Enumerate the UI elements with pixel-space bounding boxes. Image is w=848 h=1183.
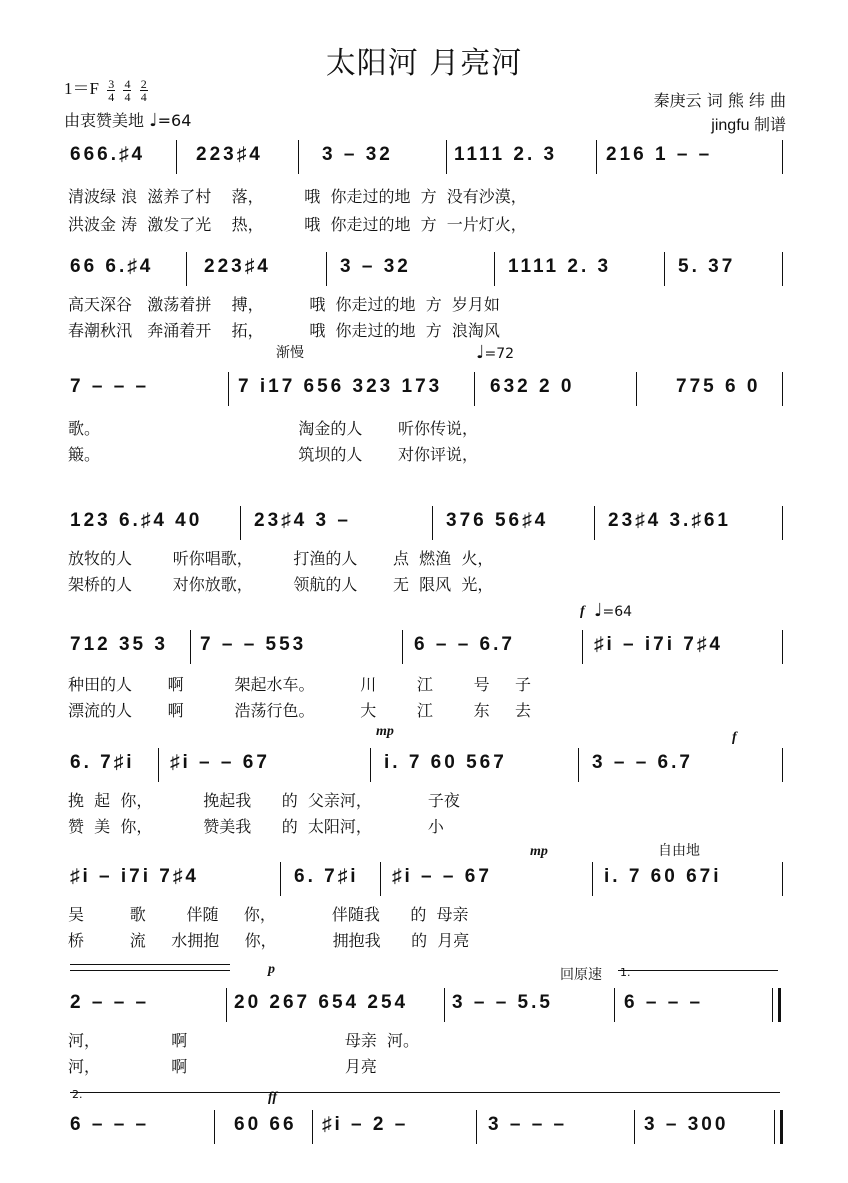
barline	[402, 630, 403, 664]
barline	[582, 630, 583, 664]
measure: 123 6.♯4 40	[70, 510, 203, 531]
dynamic-piano: p	[268, 962, 275, 977]
barline	[578, 748, 579, 782]
barline	[214, 1110, 215, 1144]
barline	[782, 372, 783, 406]
barline	[596, 140, 597, 174]
measure: ♯i – i7i 7♯4	[70, 866, 199, 887]
quarter-note-icon: ♩	[149, 110, 158, 131]
volta-number: 2.	[72, 1088, 83, 1101]
expression-tempo	[64, 108, 191, 131]
quarter-note-icon: ♩	[476, 342, 485, 363]
barline	[444, 988, 445, 1022]
barline	[186, 252, 187, 286]
dynamic-mezzo-piano: mp	[376, 724, 394, 739]
staff	[0, 506, 848, 536]
time-signature-3: $\frac{2}{4}$	[140, 76, 147, 104]
measure: 666.♯4	[70, 144, 146, 165]
repeat-barline	[778, 988, 781, 1022]
measure: 7 i17 656 323 173	[238, 376, 443, 397]
measure: 223♯4	[196, 144, 263, 165]
measure: 223♯4	[204, 256, 271, 277]
dynamic-forte: f	[732, 730, 737, 745]
barline	[228, 372, 229, 406]
time-signature-2: $\frac{4}{4}$	[124, 76, 131, 104]
barline	[158, 748, 159, 782]
measure: 3 – – 6.7	[592, 752, 693, 773]
staff	[0, 988, 848, 1018]
measure: 5. 37	[678, 256, 736, 277]
measure: 2 – – –	[70, 992, 150, 1013]
measure: 20 267 654 254	[234, 992, 409, 1013]
dynamic-mezzo-piano: mp	[530, 844, 548, 859]
barline	[636, 372, 637, 406]
barline	[664, 252, 665, 286]
measure: ♯i – i7i 7♯4	[594, 634, 723, 655]
tempo-change-marking: 渐慢	[276, 345, 304, 361]
barline	[782, 506, 783, 540]
expression-text: 由衷赞美地	[64, 111, 145, 130]
barline	[240, 506, 241, 540]
staff	[0, 372, 848, 402]
key-signature	[64, 74, 148, 103]
tempo-return-marking: 回原速	[560, 967, 602, 983]
measure: 7 – – –	[70, 376, 150, 397]
barline	[494, 252, 495, 286]
barline	[782, 748, 783, 782]
staff	[0, 1110, 848, 1140]
measure: ♯i – 2 –	[322, 1114, 409, 1135]
barline	[370, 748, 371, 782]
barline	[782, 252, 783, 286]
measure: 6 – – 6.7	[414, 634, 515, 655]
barline	[634, 1110, 635, 1144]
barline	[190, 630, 191, 664]
time-signature-1: $\frac{3}{4}$	[108, 76, 115, 104]
dynamic-forte: f	[580, 604, 585, 619]
quarter-note-icon: ♩	[594, 600, 603, 621]
measure: 376 56♯4	[446, 510, 549, 531]
barline	[594, 506, 595, 540]
barline	[782, 630, 783, 664]
measure: 3 – 32	[340, 256, 411, 277]
measure: 23♯4 3.♯61	[608, 510, 731, 531]
measure: 6. 7♯i	[294, 866, 359, 887]
barline	[312, 1110, 313, 1144]
barline	[432, 506, 433, 540]
barline	[782, 140, 783, 174]
transcriber: jingfu 制谱	[711, 117, 786, 134]
measure: ♯i – – 67	[392, 866, 492, 887]
volta-bracket	[618, 970, 778, 971]
barline	[782, 862, 783, 896]
measure: 66 6.♯4	[70, 256, 154, 277]
expression-marking: 自由地	[658, 843, 700, 859]
measure: 775 6 0	[676, 376, 761, 397]
final-barline	[774, 1110, 775, 1144]
barline	[380, 862, 381, 896]
measure: ♯i – – 67	[170, 752, 270, 773]
measure: 216 1 – –	[606, 144, 713, 165]
measure: 23♯4 3 –	[254, 510, 351, 531]
sheet-music-page: 太阳河 月亮河 1＝F $\frac{3}{4}$ $\frac{4}{4}$ $\frac{2}{4}$ 由衷赞美地 ♩=64 秦庚云 词 熊 纬 曲 jingfu 制谱 666.♯4 223♯4 3 – 32 1111 2. 3 216 1 – – 清波绿 浪 滋养了村 落， 哦 你走过的地 方 没有沙漠， 洪波金 涛 激发了光 热， 哦 你走过的地 方 一片灯火， 66 6.♯4 223♯4 3 – 32 1111 2. 3 5. 37 高天深谷 激荡着拼 搏， 哦 你走过的地 方 岁月如 春潮秋汛 奔涌着开 拓， 哦 你走过的地 方 浪淘风 渐慢 ♩=72 7 – – – 7 i17 656 323 173 632 2 0 775 6 0 歌。 淘金的人 听你传说， 簸。 筑坝的人 对你评说， 123 6.♯4 40 23♯4 3 – 376 56♯4 23♯4 3.♯61 放牧的人 听你唱歌， 打渔的人 点 燃渔 火， 架桥的人 对你放歌， 领航的人 无 限风 光， f ♩=64 712 35 3 7 – – 553 6 – – 6.7 ♯i – i7i 7♯4 种田的人 啊 架起水车。 川 江 号 子 漂流的人 啊 浩荡行色。 大 江 东 去 mp f 6. 7♯i ♯i – – 67 i. 7 60 567 3 – – 6.7 挽 起 你， 挽起我 的 父亲河， 子夜 赞 美 你， 赞美我 的 太阳河， 小 mp 自由地 ♯i – i7i 7♯4 6. 7♯i ♯i – – 67 i. 7 60 67i 吴 歌 伴随 你， 伴随我 的 母亲 桥 流 水拥抱 你， 拥抱我 的 月亮 p 回原速 1. 2 – – – 20 267 654 254 3 – – 5.5 6 – – – 河， 啊 母亲 河。 河， 啊 月亮 2. ff 6 – – – 60 66 ♯i – 2 – 3 – – – 3 – 300	[0, 0, 848, 1183]
barline	[298, 140, 299, 174]
measure: 6 – – –	[70, 1114, 150, 1135]
staff	[0, 252, 848, 282]
measure: 3 – 300	[644, 1114, 729, 1135]
staff	[0, 748, 848, 778]
barline	[446, 140, 447, 174]
measure: 6 – – –	[624, 992, 704, 1013]
tempo-marking: ♩=64	[594, 600, 633, 621]
barline	[176, 140, 177, 174]
measure: 3 – 32	[322, 144, 393, 165]
measure: 60 66	[234, 1114, 297, 1135]
crescendo-line	[70, 964, 230, 965]
measure: 1111 2. 3	[508, 256, 612, 277]
song-title: 太阳河 月亮河	[325, 46, 523, 81]
repeat-barline	[772, 988, 773, 1022]
barline	[614, 988, 615, 1022]
staff	[0, 630, 848, 660]
measure: 3 – – 5.5	[452, 992, 553, 1013]
dynamic-fortissimo: ff	[268, 1090, 278, 1105]
credits: 秦庚云 词 熊 纬 曲	[653, 91, 786, 110]
measure: 632 2 0	[490, 376, 575, 397]
key-label: 1＝F	[64, 79, 99, 98]
barline	[326, 252, 327, 286]
measure: 1111 2. 3	[454, 144, 558, 165]
barline	[226, 988, 227, 1022]
staff	[0, 862, 848, 892]
measure: 712 35 3	[70, 634, 168, 655]
volta-bracket	[70, 1092, 780, 1093]
barline	[476, 1110, 477, 1144]
staff	[0, 140, 848, 170]
measure: i. 7 60 67i	[604, 866, 722, 887]
measure: 7 – – 553	[200, 634, 307, 655]
measure: i. 7 60 567	[384, 752, 507, 773]
barline	[592, 862, 593, 896]
crescendo-line	[70, 970, 230, 971]
barline	[280, 862, 281, 896]
final-barline	[780, 1110, 783, 1144]
measure: 6. 7♯i	[70, 752, 135, 773]
tempo-marking: ♩=72	[476, 342, 515, 363]
tempo-value: =64	[157, 111, 192, 130]
barline	[474, 372, 475, 406]
measure: 3 – – –	[488, 1114, 568, 1135]
volta-number: 1.	[620, 966, 631, 979]
